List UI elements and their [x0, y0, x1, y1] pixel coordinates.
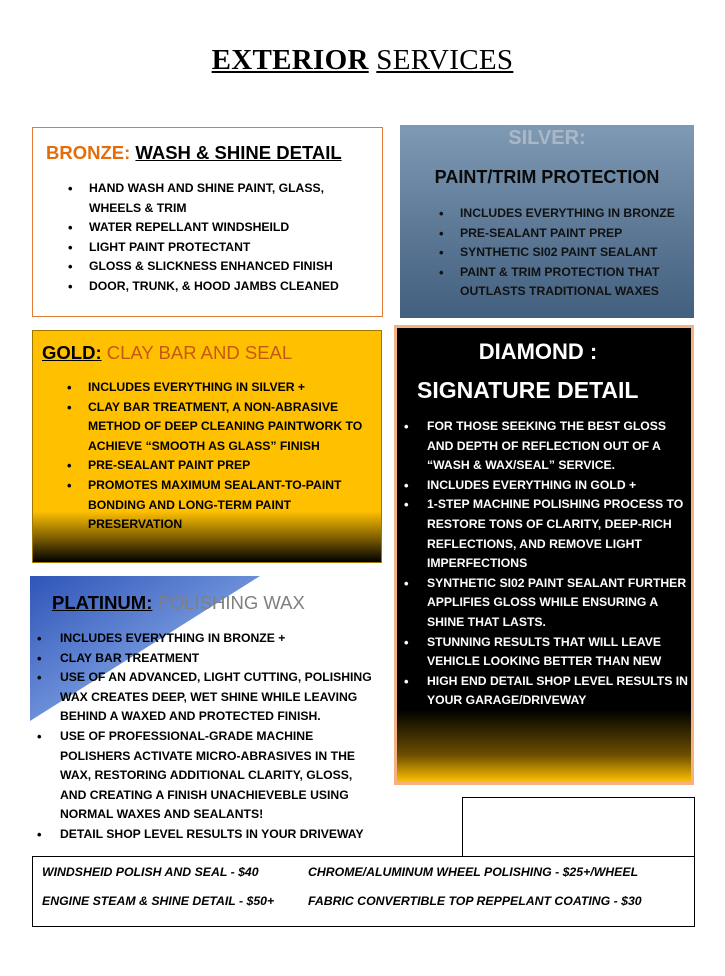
list-item: • DOOR, TRUNK, & HOOD JAMBS CLEANED	[89, 277, 359, 297]
addon-engine: ENGINE STEAM & SHINE DETAIL - $50+	[42, 894, 275, 908]
page-title-rest: SERVICES	[376, 44, 514, 76]
gold-level: GOLD:	[42, 342, 102, 363]
silver-name: PAINT/TRIM PROTECTION	[434, 167, 660, 187]
page-title-bold: EXTERIOR	[211, 44, 369, 76]
list-item: • USE OF AN ADVANCED, LIGHT CUTTING, POLISHING WAX CREATES DEEP, WET SHINE WHILE LEAVING BEHIND A WAXED AND PROTECTED FINISH.	[60, 668, 380, 727]
addon-windshield: WINDSHEID POLISH AND SEAL - $40	[42, 865, 259, 879]
gold-package	[32, 330, 382, 563]
diamond-package	[394, 325, 694, 785]
list-item: • PAINT & TRIM PROTECTION THAT OUTLASTS TRADITIONAL WAXES	[460, 263, 690, 302]
gold-header	[42, 342, 292, 364]
bronze-header	[46, 142, 342, 164]
silver-package	[400, 125, 694, 318]
addon-convertible: FABRIC CONVERTIBLE TOP REPPELANT COATING - $30	[308, 894, 642, 908]
page-title	[0, 44, 725, 77]
list-item: • HAND WASH AND SHINE PAINT, GLASS, WHEELS & TRIM	[89, 179, 359, 218]
diamond-name: SIGNATURE DETAIL	[417, 377, 639, 403]
list-item: • USE OF PROFESSIONAL-GRADE MACHINE POLISHERS ACTIVATE MICRO-ABRASIVES IN THE WAX, RESTORING ADDITIONAL CLARITY, GLOSS, AND CREATING A FINISH UNACHIEVEBLE USING NORMAL WAXES AND SEALANTS!	[60, 727, 380, 825]
platinum-level: PLATINUM:	[52, 592, 153, 613]
list-item: • 1-STEP MACHINE POLISHING PROCESS TO RESTORE TONS OF CLARITY, DEEP-RICH REFLECTIONS, AND REMOVE LIGHT IMPERFECTIONS	[427, 495, 691, 573]
list-item: • CLAY BAR TREATMENT, A NON-ABRASIVE METHOD OF DEEP CLEANING PAINTWORK TO ACHIEVE “SMOOTH AS GLASS” FINISH	[88, 398, 373, 457]
list-item: • INCLUDES EVERYTHING IN SILVER +	[88, 378, 373, 398]
list-item: • CLAY BAR TREATMENT	[60, 649, 380, 669]
platinum-name: POLISHING WAX	[157, 592, 305, 613]
platinum-header	[52, 592, 305, 614]
addon-wheels: CHROME/ALUMINUM WHEEL POLISHING - $25+/WHEEL	[308, 865, 639, 879]
list-item: • FOR THOSE SEEKING THE BEST GLOSS AND DEPTH OF REFLECTION OUT OF A “WASH & WAX/SEAL” SERVICE.	[427, 417, 691, 476]
list-item: • GLOSS & SLICKNESS ENHANCED FINISH	[89, 257, 359, 277]
bronze-level: BRONZE:	[46, 142, 131, 163]
list-item: • INCLUDES EVERYTHING IN GOLD +	[427, 476, 691, 496]
list-item: • LIGHT PAINT PROTECTANT	[89, 238, 359, 258]
list-item: • PRE-SEALANT PAINT PREP	[460, 224, 690, 244]
list-item: • SYNTHETIC SI02 PAINT SEALANT	[460, 243, 690, 263]
blank-box	[462, 797, 695, 857]
platinum-list	[60, 629, 380, 845]
diamond-level: DIAMOND :	[478, 339, 598, 364]
list-item: • STUNNING RESULTS THAT WILL LEAVE VEHICLE LOOKING BETTER THAN NEW	[427, 633, 691, 672]
bronze-name: WASH & SHINE DETAIL	[135, 142, 342, 163]
diamond-list	[427, 417, 691, 711]
platinum-package	[30, 576, 385, 850]
gold-list	[88, 378, 373, 535]
list-item: • WATER REPELLANT WINDSHEILD	[89, 218, 359, 238]
list-item: • INCLUDES EVERYTHING IN BRONZE +	[60, 629, 380, 649]
addon-pricing	[32, 856, 695, 927]
list-item: • SYNTHETIC SI02 PAINT SEALANT FURTHER APPLIFIES GLOSS WHILE ENSURING A SHINE THAT LASTS.	[427, 574, 691, 633]
list-item: • PROMOTES MAXIMUM SEALANT-TO-PAINT BONDING AND LONG-TERM PAINT PRESERVATION	[88, 476, 373, 535]
diamond-panel	[397, 328, 691, 782]
list-item: • DETAIL SHOP LEVEL RESULTS IN YOUR DRIVEWAY	[60, 825, 380, 845]
silver-level: SILVER:	[508, 127, 586, 149]
bronze-list	[89, 179, 359, 297]
bronze-package	[32, 127, 383, 317]
list-item: • HIGH END DETAIL SHOP LEVEL RESULTS IN YOUR GARAGE/DRIVEWAY	[427, 672, 691, 711]
list-item: • INCLUDES EVERYTHING IN BRONZE	[460, 204, 690, 224]
gold-name: CLAY BAR AND SEAL	[106, 342, 293, 363]
silver-list	[460, 204, 690, 302]
list-item: • PRE-SEALANT PAINT PREP	[88, 456, 373, 476]
